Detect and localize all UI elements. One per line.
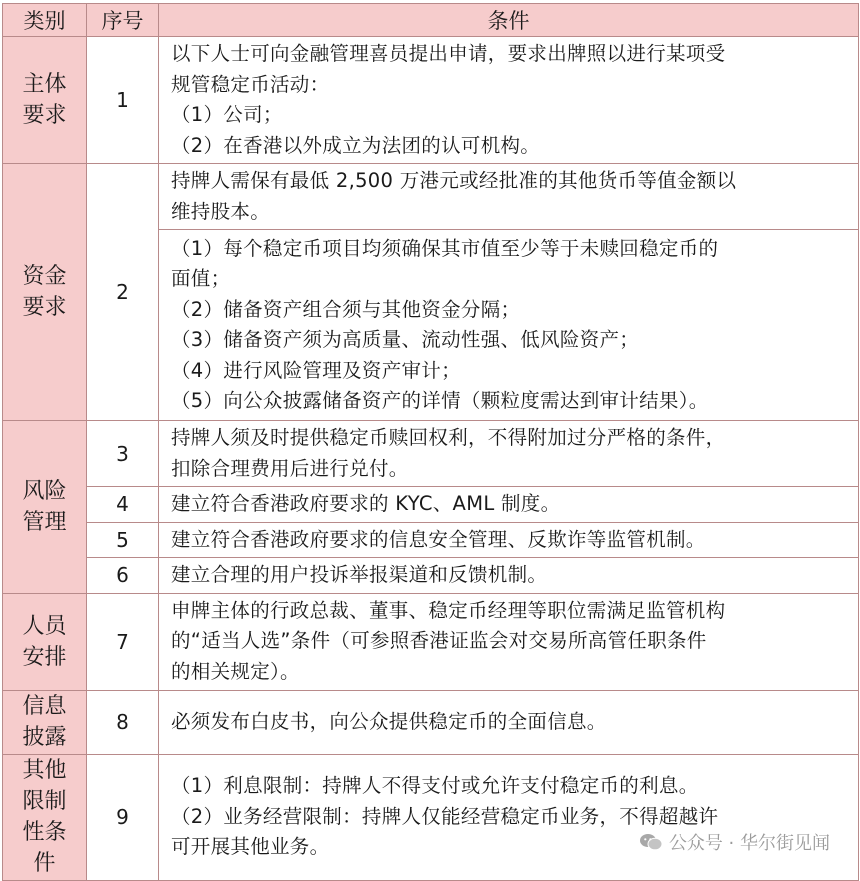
watermark-text: 公众号 · 华尔街见闻 — [668, 833, 830, 854]
number-cell: 6 — [87, 558, 159, 594]
condition-cell: 以下人士可向金融管理喜员提出申请，要求出牌照以进行某项受 规管稳定币活动： （1）公司； （2）在香港以外成立为法团的认可机构。 — [159, 37, 859, 164]
condition-cell: 持牌人需保有最低 2,500 万港元或经批准的其他货币等值金额以 维持股本。 — [159, 164, 859, 230]
table-row — [3, 754, 859, 880]
watermark — [639, 829, 830, 855]
condition-cell: 建立合理的用户投诉举报渠道和反馈机制。 — [159, 558, 859, 594]
table-row — [3, 487, 859, 523]
wechat-icon — [639, 833, 663, 851]
category-cell: 风险 管理 — [3, 421, 87, 594]
header-category: 类别 — [3, 4, 87, 37]
number-cell: 3 — [87, 421, 159, 487]
number-cell: 2 — [87, 164, 159, 421]
category-cell: 资金 要求 — [3, 164, 87, 421]
category-cell: 信息 披露 — [3, 690, 87, 754]
conditions-table — [2, 3, 859, 881]
table-row — [3, 37, 859, 164]
table-row — [3, 558, 859, 594]
number-cell: 7 — [87, 593, 159, 690]
condition-cell: （1）利息限制：持牌人不得支付或允许支付稳定币的利息。 （2）业务经营限制：持牌人仅能经营稳定币业务，不得超越许 可开展其他业务。 — [159, 754, 859, 880]
condition-cell: （1）每个稳定币项目均须确保其市值至少等于未赎回稳定币的 面值； （2）储备资产组合须与其他资金分隔； （3）储备资产须为高质量、流动性强、低风险资产； （4）进行风险管理及资产审计； （5）向公众披露储备资产的详情（颗粒度需达到审计结果）。 — [159, 230, 859, 421]
category-cell: 人员 安排 — [3, 593, 87, 690]
condition-cell: 持牌人须及时提供稳定币赎回权利，不得附加过分严格的条件， 扣除合理费用后进行兑付。 — [159, 421, 859, 487]
table-row — [3, 421, 859, 487]
condition-cell: 申牌主体的行政总裁、董事、稳定币经理等职位需满足监管机构 的“适当人选”条件（可参照香港证监会对交易所高管任职条件 的相关规定）。 — [159, 593, 859, 690]
number-cell: 9 — [87, 754, 159, 880]
condition-cell: 必须发布白皮书，向公众提供稳定币的全面信息。 — [159, 690, 859, 754]
condition-cell: 建立符合香港政府要求的 KYC、AML 制度。 — [159, 487, 859, 523]
number-cell: 4 — [87, 487, 159, 523]
table-row — [3, 593, 859, 690]
condition-cell: 建立符合香港政府要求的信息安全管理、反欺诈等监管机制。 — [159, 522, 859, 558]
header-condition: 条件 — [159, 4, 859, 37]
header-row — [3, 4, 859, 37]
number-cell: 5 — [87, 522, 159, 558]
number-cell: 1 — [87, 37, 159, 164]
header-number: 序号 — [87, 4, 159, 37]
table-row — [3, 522, 859, 558]
number-cell: 8 — [87, 690, 159, 754]
table-row — [3, 164, 859, 230]
category-cell: 其他 限制 性条 件 — [3, 754, 87, 880]
category-cell: 主体 要求 — [3, 37, 87, 164]
table-row — [3, 690, 859, 754]
